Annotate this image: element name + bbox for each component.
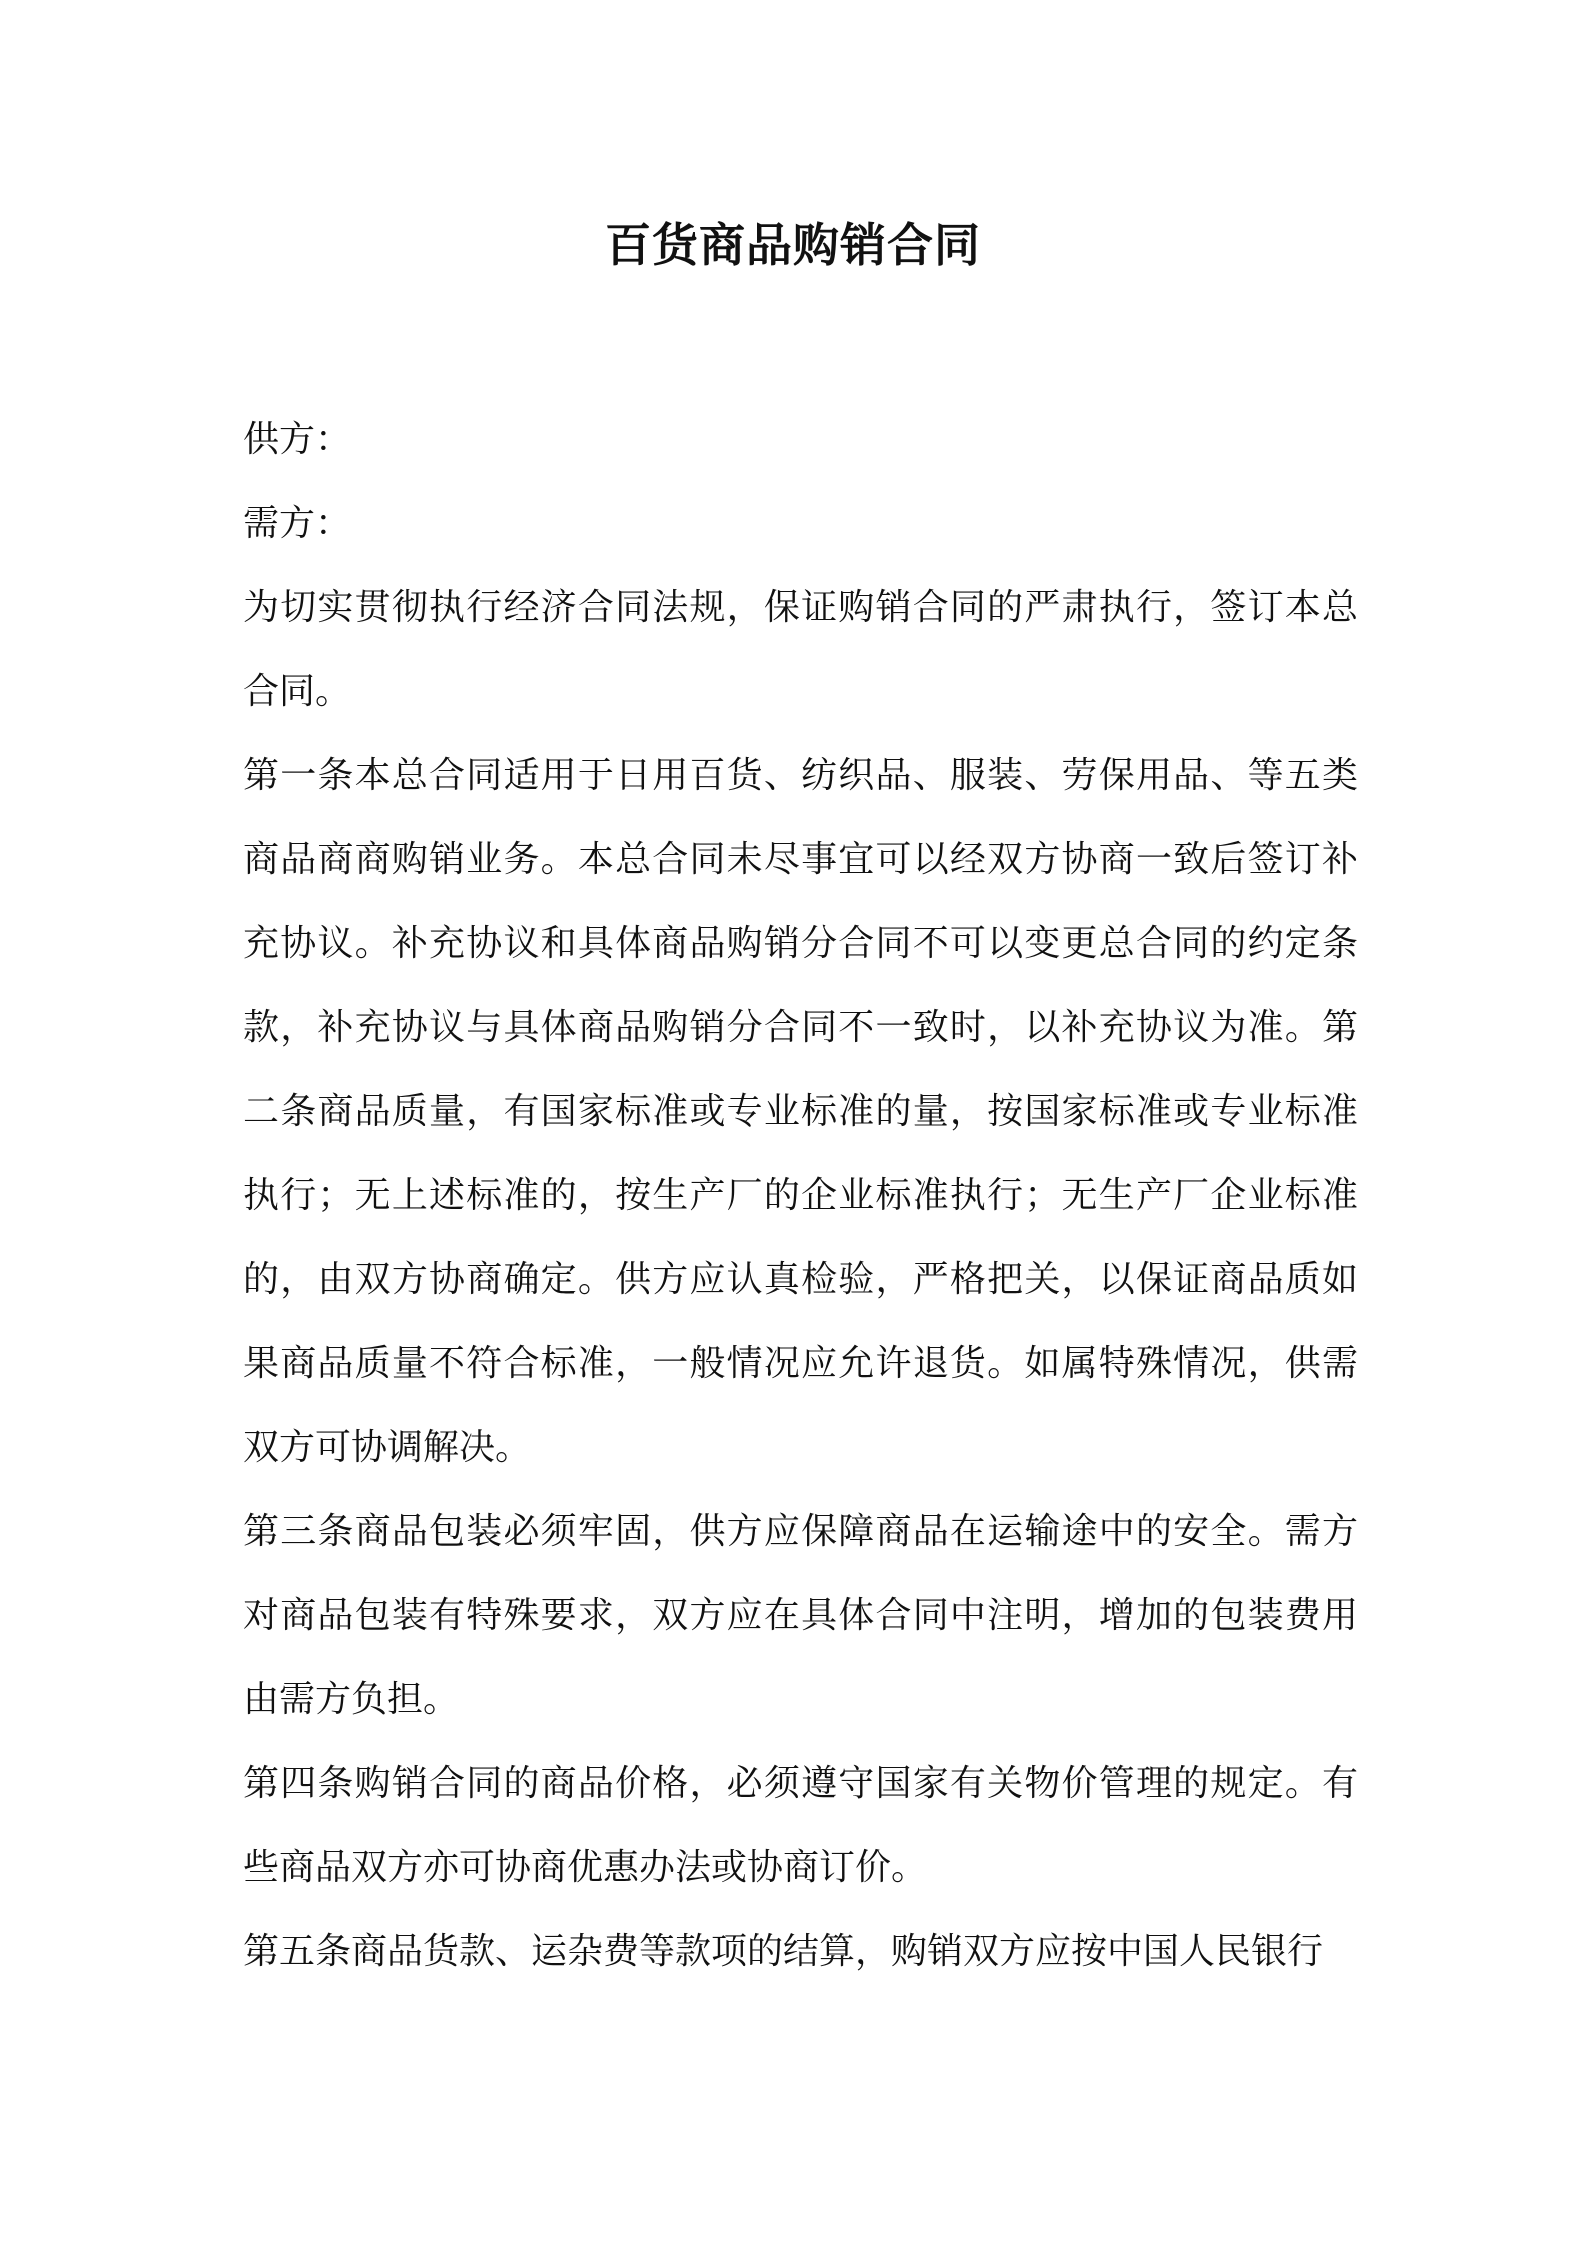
buyer-line: 需方： [243, 503, 352, 544]
article-4-paragraph: 第四条购销合同的商品价格，必须遵守国家有关物价管理的规定。有些商品双方亦可协商优惠办法或协商订价。 [243, 1763, 1358, 1888]
document-title: 百货商品购销合同 [605, 218, 981, 272]
supplier-line: 供方： [243, 419, 352, 460]
article-1-2-paragraph: 第一条本总合同适用于日用百货、纺织品、服装、劳保用品、等五类商品商商购销业务。本总合同未尽事宜可以经双方协商一致后签订补充协议。补充协议和具体商品购销分合同不可以变更总合同的约定条款，补充协议与具体商品购销分合同不一致时，以补充协议为准。第二条商品质量，有国家标准或专业标准的量，按国家标准或专业标准执行；无上述标准的，按生产厂的企业标准执行；无生产厂企业标准的，由双方协商确定。供方应认真检验，严格把关，以保证商品质如果商品质量不符合标准，一般情况应允许退货。如属特殊情况，供需双方可协调解决。 [243, 755, 1358, 1468]
document-body [243, 398, 1358, 1994]
preamble-paragraph: 为切实贯彻执行经济合同法规，保证购销合同的严肃执行，签订本总合同。 [243, 587, 1358, 712]
article-3-paragraph: 第三条商品包装必须牢固，供方应保障商品在运输途中的安全。需方对商品包装有特殊要求，双方应在具体合同中注明，增加的包装费用由需方负担。 [243, 1511, 1358, 1720]
article-5-paragraph: 第五条商品货款、运杂费等款项的结算，购销双方应按中国人民银行 [243, 1931, 1324, 1972]
